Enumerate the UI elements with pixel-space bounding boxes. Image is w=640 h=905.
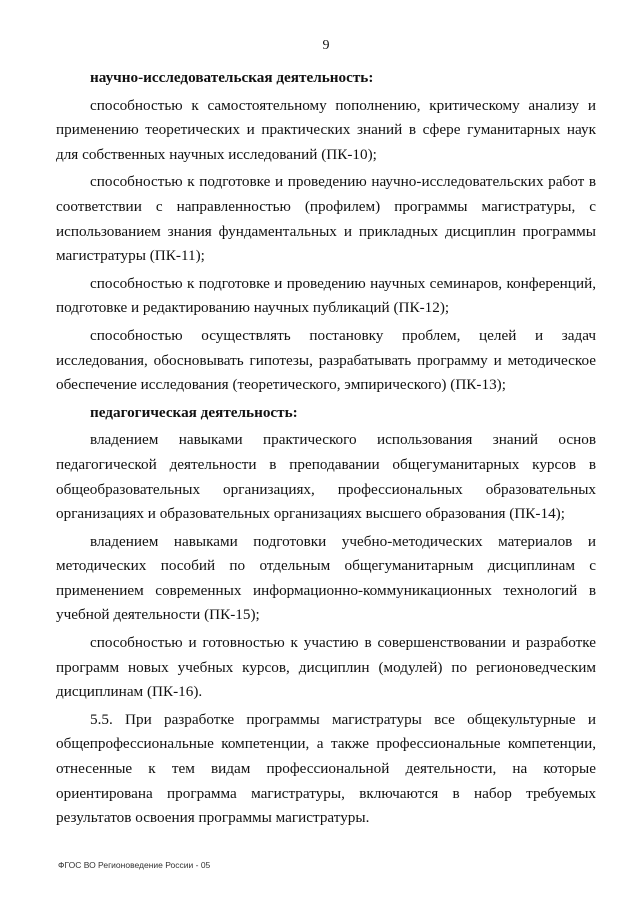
page-footer: ФГОС ВО Регионоведение России - 05 [58,860,211,870]
paragraph-pk-12: способностью к подготовке и проведению научных семинаров, конференций, подготовке и редактированию научных публикаций (ПК-12); [56,274,596,317]
paragraph-pk-11: способностью к подготовке и проведению научно-исследовательских работ в соответствии с направленностью (профилем) программы магистратуры, с использованием знания фундаментальных и прикладных дисциплин программы магистратуры (ПК-11); [56,173,596,265]
paragraph-pk-14: владением навыками практического использования знаний основ педагогической деятельности в преподавании общегуманитарных курсов в общеобразовательных организациях, профессиональных образовательных организациях и образовательных организациях высшего образования (ПК-14); [56,431,596,523]
section-heading-pedagogical: педагогическая деятельность: [90,403,298,421]
paragraph-pk-15: владением навыками подготовки учебно-методических материалов и методических пособий по отдельным общегуманитарным дисциплинам с применением современных информационно-коммуникационных технологий в учебной деятельности (ПК-15); [56,532,596,624]
section-heading-research: научно-исследовательская деятельность: [90,69,374,86]
clause-5-5: 5.5. При разработке программы магистратуры все общекультурные и общепрофессиональные компетенции, а также профессиональные компетенции, отнесенные к тем видам профессиональной деятельности, на которые ориентирована программа магистратуры, включаются в набор требуемых результатов освоения программы магистратуры. [56,710,596,827]
paragraph-pk-13: способностью осуществлять постановку проблем, целей и задач исследования, обосновывать гипотезы, разрабатывать программу и методическое обеспечение исследования (теоретического, эмпирического) (ПК-13); [56,326,596,394]
page-number: 9 [322,38,330,53]
paragraph-pk-16: способностью и готовностью к участию в совершенствовании и разработке программ новых учебных курсов, дисциплин (модулей) по регионоведческим дисциплинам (ПК-16). [56,634,596,701]
paragraph-pk-10: способностью к самостоятельному пополнению, критическому анализу и применению теоретических и практических знаний в сфере гуманитарных наук для собственных научных исследований (ПК-10); [56,96,596,163]
